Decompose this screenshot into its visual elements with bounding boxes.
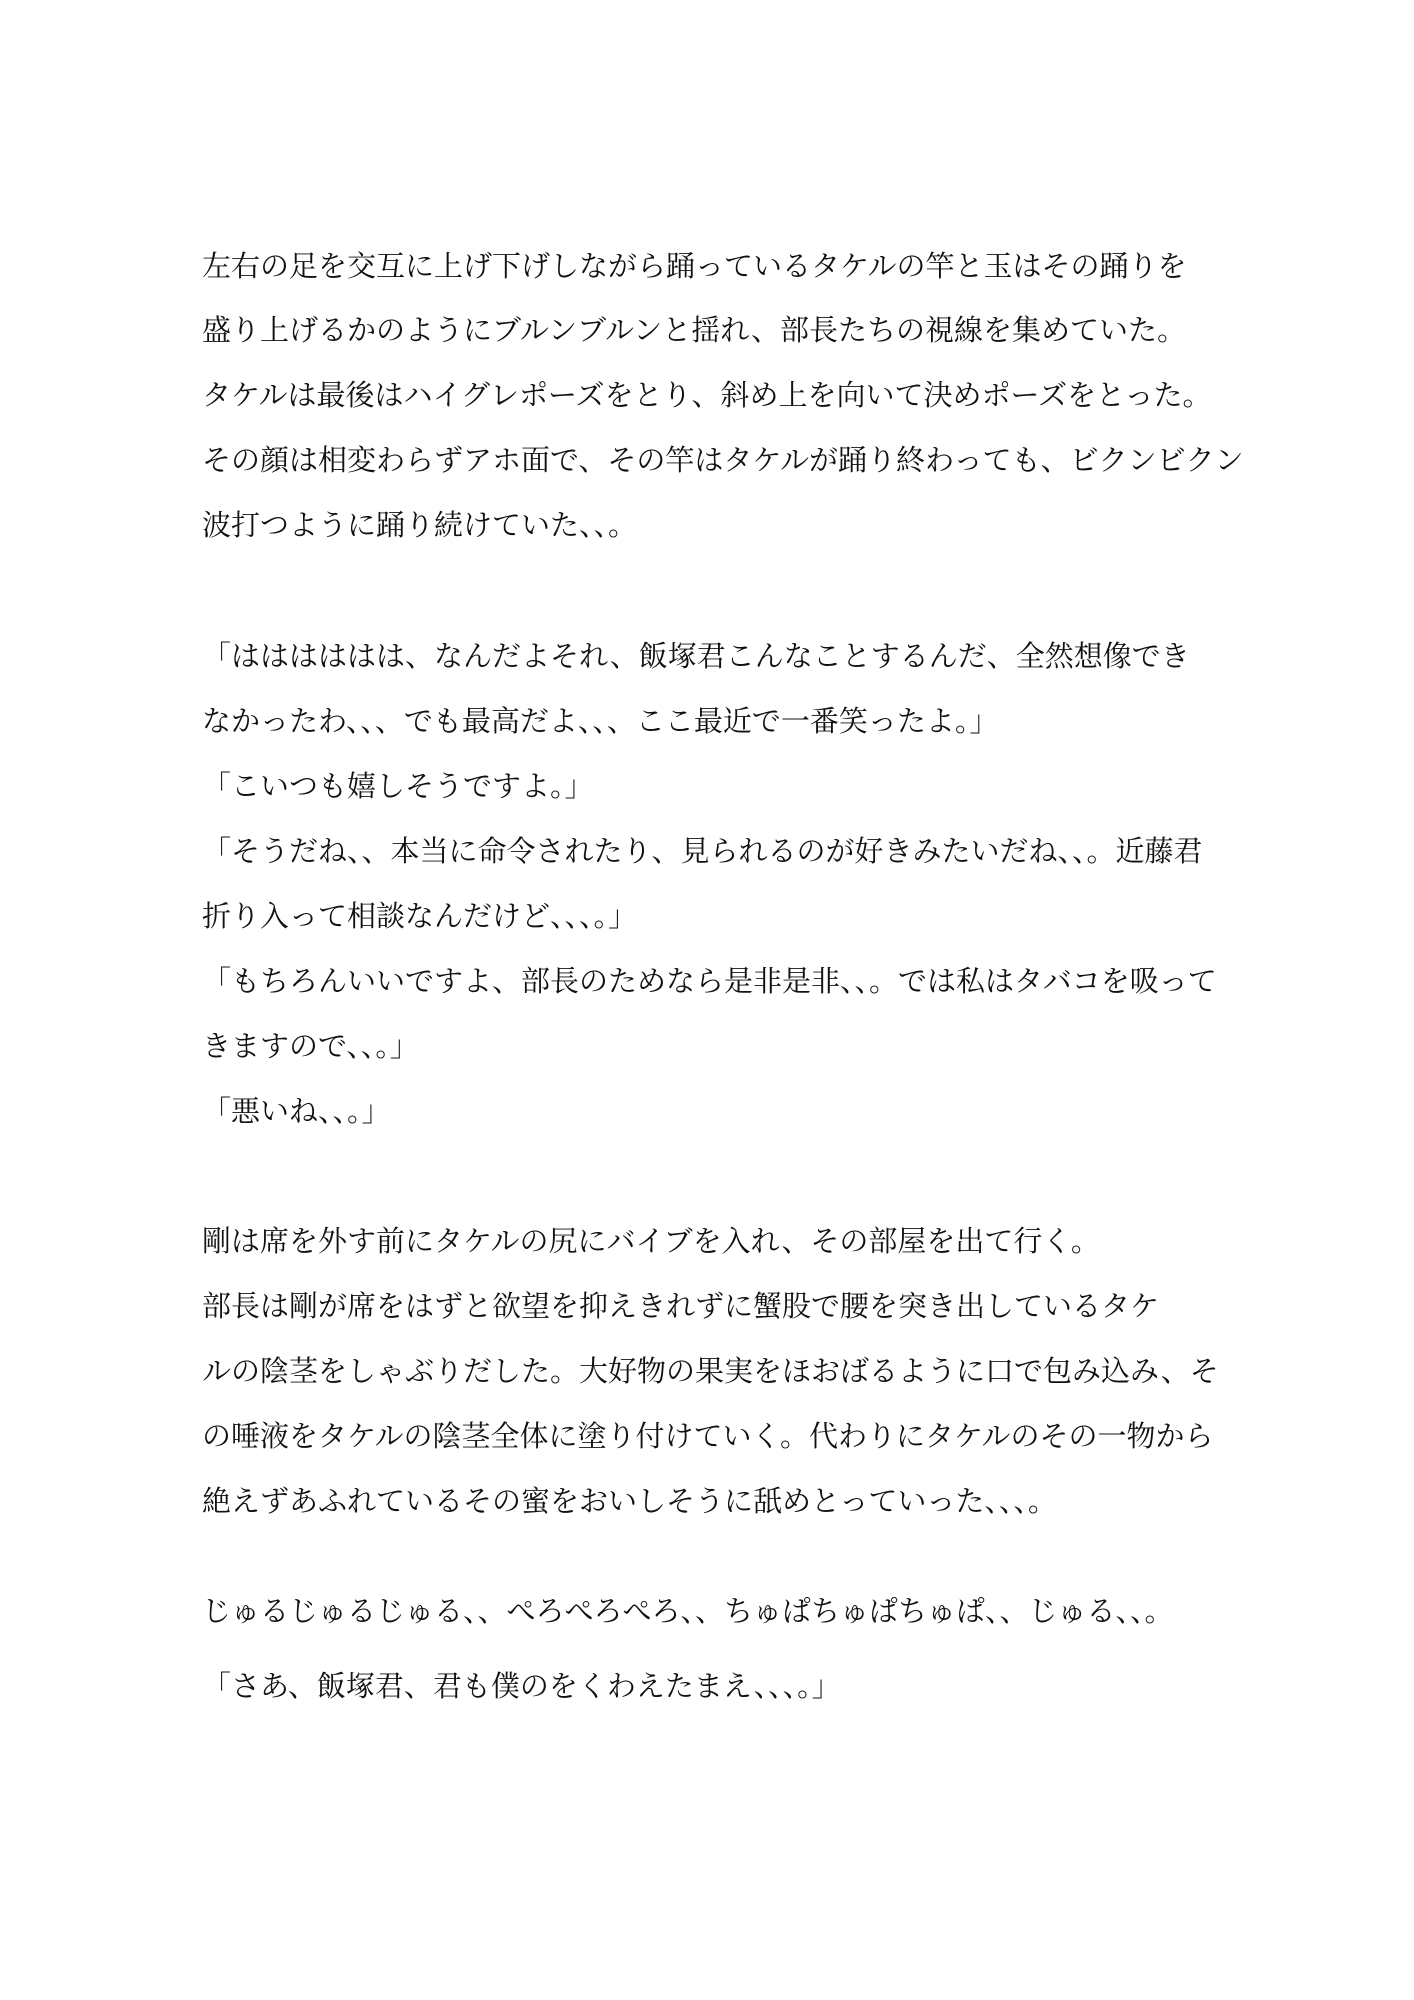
text-line: 左右の足を交互に上げ下げしながら踊っているタケルの竿と玉はその踊りを (202, 249, 1187, 283)
text-line: 折り入って相談なんだけど、、、。」 (202, 899, 638, 933)
text-line: 「もちろんいいですよ、部長のためなら是非是非、、。では私はタバコを吸って (202, 964, 1217, 998)
text-line: ルの陰茎をしゃぶりだした。大好物の果実をほおばるように口で包み込み、そ (202, 1354, 1219, 1388)
text-line: 「さあ、飯塚君、君も僕のをくわえたまえ、、、。」 (202, 1669, 841, 1703)
text-line: きますので、、。」 (202, 1029, 419, 1063)
text-line: 部長は剛が席をはずと欲望を抑えきれずに蟹股で腰を突き出しているタケ (202, 1289, 1160, 1323)
text-line: 「そうだね、、本当に命令されたり、見られるのが好きみたいだね、、。近藤君 (202, 834, 1203, 868)
text-line: 「はははははは、なんだよそれ、飯塚君こんなことするんだ、全然想像でき (202, 639, 1190, 673)
text-line: その顔は相変わらずアホ面で、その竿はタケルが踊り終わっても、ビクンビクン (202, 443, 1244, 477)
text-line: 盛り上げるかのようにブルンブルンと揺れ、部長たちの視線を集めていた。 (202, 313, 1186, 347)
text-line: 波打つように踊り続けていた、、。 (202, 508, 638, 542)
text-line: なかったわ、、、でも最高だよ、、、ここ最近で一番笑ったよ。」 (202, 704, 999, 738)
text-line: 「こいつも嬉しそうですよ。」 (202, 769, 594, 803)
text-line: 剛は席を外す前にタケルの尻にバイブを入れ、その部屋を出て行く。 (202, 1224, 1100, 1258)
text-line: タケルは最後はハイグレポーズをとり、斜め上を向いて決めポーズをとった。 (202, 378, 1212, 412)
text-line: じゅるじゅるじゅる、、ぺろぺろぺろ、、ちゅぱちゅぱちゅぱ、、じゅる、、。 (202, 1594, 1174, 1628)
text-line: 「悪いね、、。」 (202, 1094, 391, 1128)
text-line: 絶えずあふれているその蜜をおいしそうに舐めとっていった、、、。 (202, 1484, 1057, 1518)
text-line: の唾液をタケルの陰茎全体に塗り付けていく。代わりにタケルのその一物から (202, 1419, 1214, 1453)
